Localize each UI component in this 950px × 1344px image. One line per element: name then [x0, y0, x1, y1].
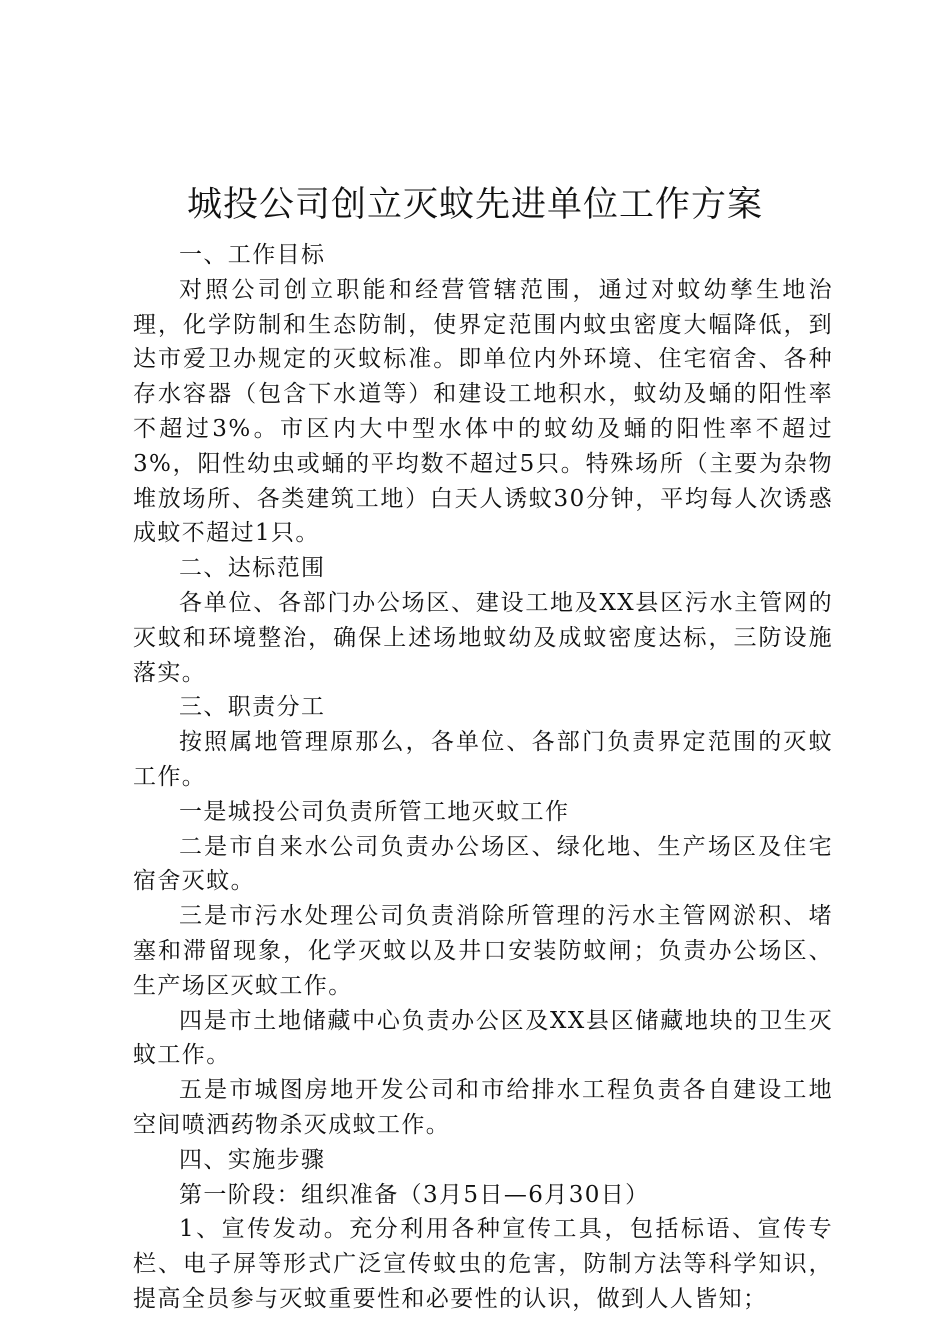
section-heading-goals: 一、工作目标: [179, 242, 326, 268]
paragraph-stage-1: 第一阶段：组织准备（3月5日—6月30日）: [179, 1181, 650, 1208]
paragraph-goals: 对照公司创立职能和经营管辖范围，通过对蚊幼孳生地治理，化学防制和生态防制，使界定范围内蚊虫密度大幅降低，到达市爱卫办规定的灭蚊标准。即单位内外环境、住宅宿舍、各种存水容器（包含下水道等）和建设工地积水，蚊幼及蛹的阳性率不超过3%。市区内大中型水体中的蚊幼及蛹的阳性率不超过3%，阳性幼虫或蛹的平均数不超过5只。特殊场所（主要为杂物堆放场所、各类建筑工地）白天人诱蚊30分钟，平均每人次诱惑成蚊不超过1只。: [133, 276, 833, 547]
document-title: 城投公司创立灭蚊先进单位工作方案: [186, 185, 763, 225]
paragraph-publicity: 1、宣传发动。充分利用各种宣传工具，包括标语、宣传专栏、电子屏等形式广泛宣传蚊虫的危害，防制方法等科学知识，提高全员参与灭蚊重要性和必要性的认识，做到人人皆知；: [133, 1216, 833, 1312]
section-heading-scope: 二、达标范围: [179, 555, 326, 582]
paragraph-duty-3: 三是市污水处理公司负责消除所管理的污水主管网淤积、堵塞和滞留现象，化学灭蚊以及井口安装防蚊闸；负责办公场区、生产场区灭蚊工作。: [133, 903, 833, 999]
document-body: [133, 238, 833, 1317]
section-heading-duties: 三、职责分工: [179, 694, 326, 721]
paragraph-duty-2: 二是市自来水公司负责办公场区、绿化地、生产场区及住宅宿舍灭蚊。: [133, 833, 833, 895]
section-heading-steps: 四、实施步骤: [179, 1146, 326, 1173]
paragraph-scope: 各单位、各部门办公场区、建设工地及XX县区污水主管网的灭蚊和环境整治，确保上述场地蚊幼及成蚊密度达标，三防设施落实。: [133, 589, 833, 686]
paragraph-duty-5: 五是市城图房地开发公司和市给排水工程负责各自建设工地空间喷洒药物杀灭成蚊工作。: [133, 1077, 833, 1138]
paragraph-duties-intro: 按照属地管理原那么，各单位、各部门负责界定范围的灭蚊工作。: [133, 729, 833, 790]
paragraph-duty-4: 四是市土地储藏中心负责办公区及XX县区储藏地块的卫生灭蚊工作。: [133, 1007, 833, 1069]
paragraph-duty-1: 一是城投公司负责所管工地灭蚊工作: [179, 798, 570, 825]
